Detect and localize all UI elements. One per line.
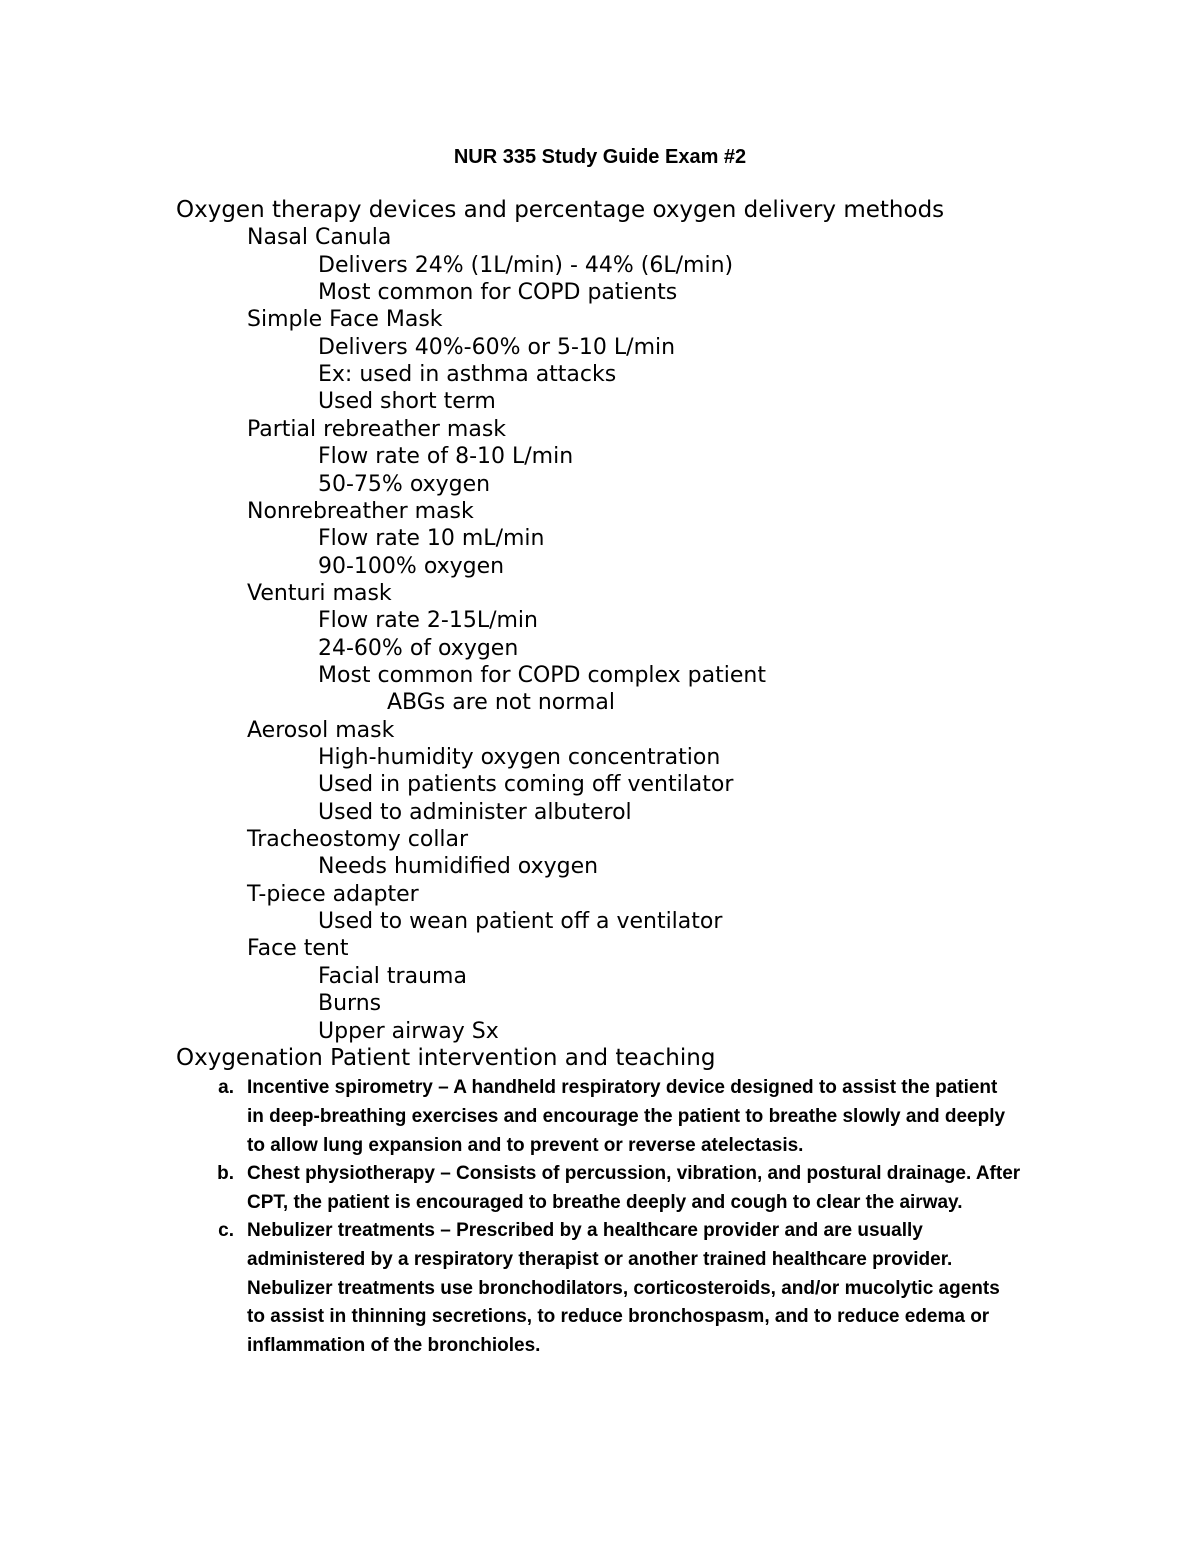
paragraph-line: CPT, the patient is encouraged to breathe deeply and cough to clear the airway.: [247, 1191, 963, 1213]
paragraph-line: to assist in thinning secretions, to reduce bronchospasm, and to reduce edema or: [247, 1306, 990, 1328]
list-text: Most common for COPD patients: [318, 280, 678, 306]
list-marker: a.: [218, 1077, 234, 1098]
list-text: Used in patients coming off ventilator: [318, 772, 734, 798]
list-text: Used to wean patient off a ventilator: [318, 909, 723, 935]
document-title: NUR 335 Study Guide Exam #2: [453, 146, 747, 168]
list-text: Oxygen therapy devices and percentage oxygen delivery methods: [176, 197, 945, 223]
list-text: Upper airway Sx: [318, 1018, 499, 1044]
list-text: Most common for COPD complex patient: [318, 662, 766, 688]
list-text: Tracheostomy collar: [247, 827, 469, 853]
list-text: Face tent: [247, 936, 349, 962]
list-text: Delivers 40%-60% or 5-10 L/min: [318, 334, 676, 360]
list-text: 50-75% oxygen: [318, 471, 491, 497]
list-text: Ex: used in asthma attacks: [318, 362, 617, 388]
list-text: High-humidity oxygen concentration: [318, 745, 721, 770]
list-text: Burns: [318, 991, 382, 1017]
paragraph-line: Incentive spirometry – A handheld respiratory device designed to assist the patient: [247, 1077, 998, 1098]
list-text: Aerosol mask: [247, 717, 395, 743]
list-text: ABGs are not normal: [387, 690, 615, 716]
list-text: 90-100% oxygen: [318, 553, 505, 579]
list-text: Nasal Canula: [247, 225, 392, 251]
list-text: Facial trauma: [318, 963, 467, 989]
list-text: Partial rebreather mask: [247, 416, 507, 442]
list-text: Used to administer albuterol: [318, 799, 632, 825]
list-text: Venturi mask: [247, 580, 392, 606]
paragraph-line: administered by a respiratory therapist or another trained healthcare provider.: [247, 1248, 953, 1270]
list-text: Flow rate of 8-10 L/min: [318, 444, 574, 470]
list-text: Needs humidified oxygen: [318, 854, 599, 880]
list-text: Oxygenation Patient intervention and teaching: [176, 1045, 716, 1071]
list-text: Flow rate 2-15L/min: [318, 608, 538, 634]
paragraph-line: in deep-breathing exercises and encourage the patient to breathe slowly and deeply: [247, 1105, 1006, 1127]
list-text: Flow rate 10 mL/min: [318, 526, 545, 552]
paragraph-line: Chest physiotherapy – Consists of percussion, vibration, and postural drainage. After: [247, 1163, 1021, 1184]
list-text: T-piece adapter: [247, 881, 419, 907]
paragraph-line: Nebulizer treatments use bronchodilators, corticosteroids, and/or mucolytic agents: [247, 1277, 1000, 1299]
list-marker: c.: [218, 1220, 234, 1241]
paragraph-line: to allow lung expansion and to prevent or reverse atelectasis.: [247, 1134, 804, 1156]
list-text: 24-60% of oxygen: [318, 635, 519, 661]
list-text: Nonrebreather mask: [247, 498, 474, 524]
list-text: Used short term: [318, 389, 496, 415]
list-text: Delivers 24% (1L/min) - 44% (6L/min): [318, 252, 734, 278]
paragraph-line: Nebulizer treatments – Prescribed by a healthcare provider and are usually: [247, 1220, 923, 1241]
list-marker: b.: [217, 1163, 234, 1184]
list-text: Simple Face Mask: [247, 307, 443, 333]
paragraph-line: inflammation of the bronchioles.: [247, 1335, 541, 1357]
